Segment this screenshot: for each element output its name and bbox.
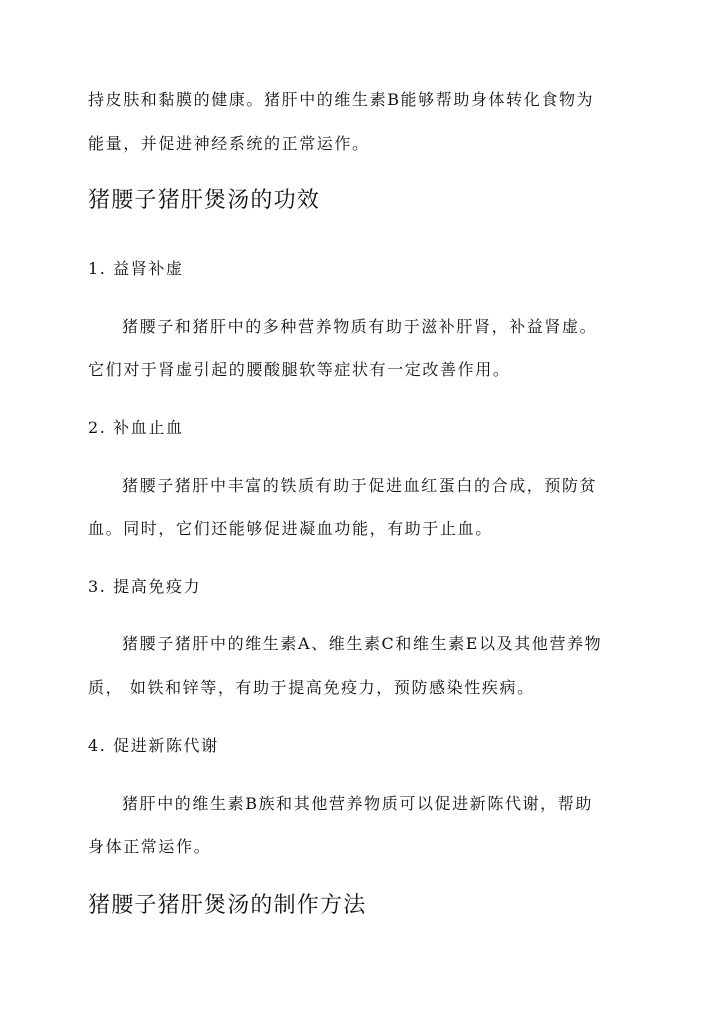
intro-line-2: 能量，并促进神经系统的正常运作。 bbox=[88, 134, 370, 153]
item-1-heading: 1. 益肾补虚 bbox=[88, 259, 184, 278]
item-2-line-1: 猪腰子猪肝中丰富的铁质有助于促进血红蛋白的合成，预防贫 bbox=[122, 476, 598, 495]
item-1-line-1: 猪腰子和猪肝中的多种营养物质有助于滋补肝肾，补益肾虚。 bbox=[122, 317, 598, 336]
item-4-line-1: 猪肝中的维生素B族和其他营养物质可以促进新陈代谢，帮助 bbox=[122, 794, 593, 813]
section-heading-method: 猪腰子猪肝煲汤的制作方法 bbox=[88, 893, 367, 918]
item-4-line-2: 身体正常运作。 bbox=[88, 837, 212, 856]
section-heading-benefits: 猪腰子猪肝煲汤的功效 bbox=[88, 188, 321, 213]
item-4-heading: 4. 促进新陈代谢 bbox=[88, 736, 219, 755]
item-2-line-2: 血。同时，它们还能够促进凝血功能，有助于止血。 bbox=[88, 519, 493, 538]
item-3-line-1: 猪腰子猪肝中的维生素A、维生素C和维生素E以及其他营养物 bbox=[122, 634, 603, 653]
item-1-line-2: 它们对于肾虚引起的腰酸腿软等症状有一定改善作用。 bbox=[88, 360, 511, 379]
item-3-heading: 3. 提高免疫力 bbox=[88, 577, 202, 596]
intro-line-1: 持皮肤和黏膜的健康。猪肝中的维生素B能够帮助身体转化食物为 bbox=[88, 90, 595, 109]
item-2-heading: 2. 补血止血 bbox=[88, 418, 184, 437]
item-3-line-2: 质， 如铁和锌等，有助于提高免疫力，预防感染性疾病。 bbox=[88, 678, 535, 697]
